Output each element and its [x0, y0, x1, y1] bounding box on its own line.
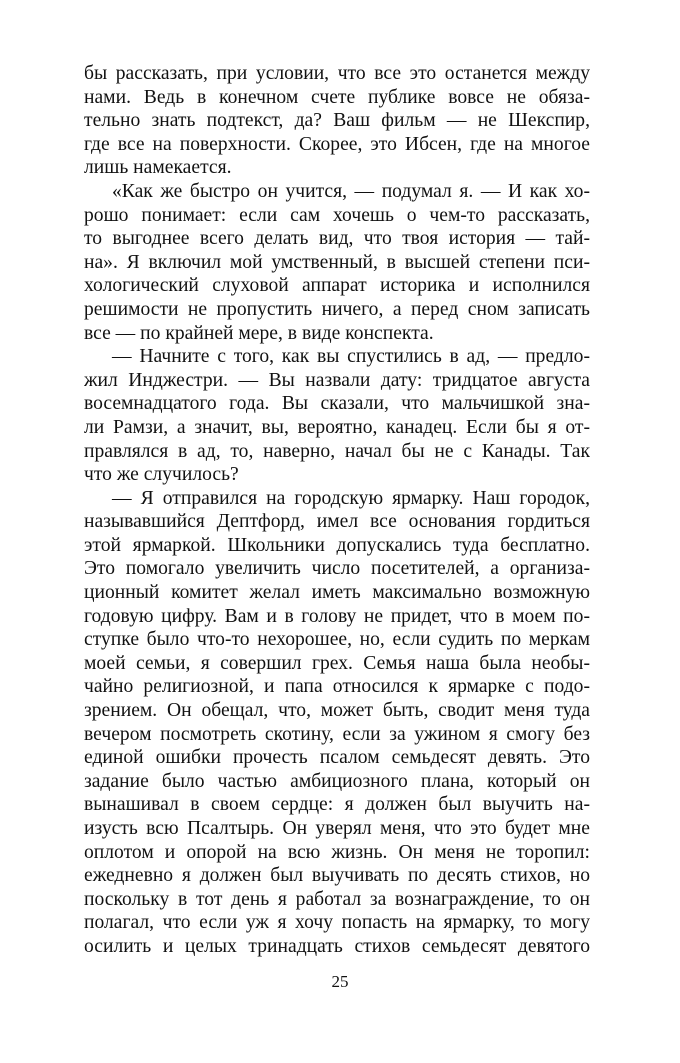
paragraph [84, 345, 590, 487]
text-line: правлялся в ад, то, наверно, начал бы не с Канады. Так [84, 440, 590, 462]
text-line: ступке было что-то нехорошее, но, если судить по меркам [84, 629, 590, 651]
page-number: 25 [331, 972, 349, 991]
text-line: все — по крайней мере, в виде конспекта. [84, 322, 434, 344]
text-line: ли Рамзи, а значит, вы, вероятно, канадец. Если бы я от- [84, 416, 590, 438]
text-line: моей семьи, я совершил грех. Семья наша была необы- [84, 652, 590, 674]
text-line: лишь намекается. [84, 157, 232, 179]
text-line: изусть всю Псалтырь. Он уверял меня, что это будет мне [84, 818, 590, 839]
text-line: ционный комитет желал иметь максимально возможную [84, 582, 590, 604]
text-line: «Как же быстро он учится, — подумал я. — И как хо- [112, 180, 590, 202]
text-line: полагал, что если уж я хочу попасть на ярмарку, то могу [84, 912, 590, 934]
text-line: называвшийся Дептфорд, имел все основания гордиться [84, 511, 590, 533]
text-line: рошо понимает: если сам хочешь о чем-то рассказать, [84, 204, 590, 226]
text-line: то выгоднее всего делать вид, что твоя история — тай- [84, 228, 590, 250]
text-line: — Я отправился на городскую ярмарку. Наш городок, [112, 487, 590, 509]
text-line: что же случилось? [84, 464, 239, 486]
text-line: жил Инджестри. — Вы назвали дату: тридцатое августа [84, 369, 590, 391]
text-line: — Начните с того, как вы спустились в ад, — предло- [112, 346, 590, 368]
text-line: зрением. Он обещал, что, может быть, сводит меня туда [84, 700, 590, 722]
text-line: где все на поверхности. Скорее, это Ибсен, где на многое [84, 133, 590, 155]
paragraph [84, 62, 590, 180]
text-line: ежедневно я должен был выучивать по десять стихов, но [84, 865, 590, 887]
paragraph [84, 180, 590, 345]
text-line: задание было частью амбициозного плана, который он [84, 770, 590, 792]
text-line: этой ярмаркой. Школьники допускались туда бесплатно. [84, 534, 590, 556]
text-line: вечером посмотреть скотину, если за ужином я смогу без [84, 723, 590, 745]
text-line: единой ошибки прочесть псалом семьдесят девять. Это [84, 747, 590, 769]
paragraph [84, 487, 590, 959]
text-line: на». Я включил мой умственный, в высшей степени пси- [84, 251, 590, 273]
text-line: Это помогало увеличить число посетителей, а организа- [84, 558, 590, 580]
text-line: бы рассказать, при условии, что все это останется между [84, 63, 590, 84]
text-line: хологический слуховой аппарат историка и исполнился [84, 275, 590, 297]
text-line: годовую цифру. Вам и в голову не придет, что в моем по- [84, 605, 590, 627]
text-line: чайно религиозной, и папа относился к ярмарке с подо- [84, 676, 590, 698]
text-line: вынашивал в своем сердце: я должен был выучить на- [84, 794, 590, 816]
text-line: восемнадцатого года. Вы сказали, что мальчишкой зна- [84, 393, 590, 415]
text-line: осилить и целых тринадцать стихов семьдесят девятого [84, 935, 590, 957]
book-page-text [84, 62, 590, 959]
text-line: нами. Ведь в конечном счете публике вовсе не обяза- [84, 86, 590, 108]
text-line: тельно знать подтекст, да? Ваш фильм — не Шекспир, [84, 110, 590, 132]
text-line: оплотом и опорой на всю жизнь. Он меня не торопил: [84, 841, 590, 863]
text-line: поскольку в тот день я работал за вознаграждение, то он [84, 888, 590, 910]
text-line: решимости не пропустить ничего, а перед сном записать [84, 298, 590, 320]
